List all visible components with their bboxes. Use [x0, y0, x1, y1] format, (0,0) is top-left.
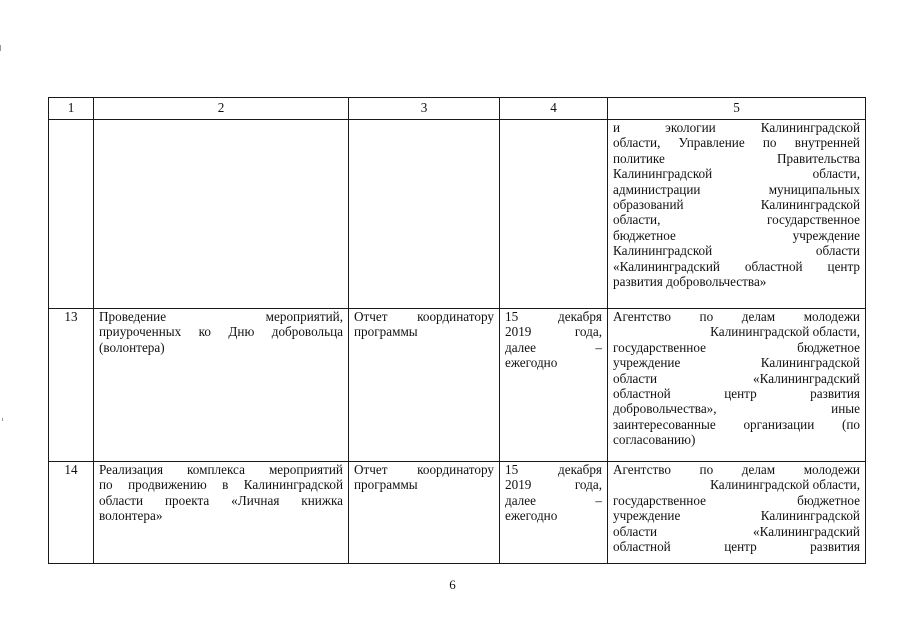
cell-result [349, 309, 500, 462]
text-line: 15 декабря [505, 309, 602, 324]
cell-executor [608, 462, 866, 564]
cell-deadline [500, 309, 608, 462]
text-line: добровольчества», иные [613, 401, 860, 417]
cell-deadline [500, 462, 608, 564]
header-col-4: 4 [500, 98, 608, 120]
text-line: Агентство по делам молодежи [613, 462, 860, 477]
text-line: учреждение Калининградской [613, 508, 860, 524]
text-line: Отчет координатору [354, 309, 494, 324]
text-line: государственное бюджетное [613, 492, 860, 508]
text-line: Проведение мероприятий, [99, 309, 343, 324]
cell-event [94, 462, 349, 564]
header-col-3: 3 [349, 98, 500, 120]
text-line: Агентство по делам молодежи [613, 309, 860, 324]
text-line: 2019 года, [505, 324, 602, 340]
table-row-continuation [49, 120, 866, 309]
text-line: области проекта «Личная книжка [99, 492, 343, 508]
text-line: Калининградской области [613, 243, 860, 259]
cell-num: 14 [49, 462, 94, 564]
text-line: Реализация комплекса мероприятий [99, 462, 343, 477]
text-line: администрации муниципальных [613, 181, 860, 197]
cell-deadline [500, 120, 608, 309]
text-line: бюджетное учреждение [613, 227, 860, 243]
text-line: областной центр развития [613, 539, 860, 555]
cell-event [94, 120, 349, 309]
header-col-5: 5 [608, 98, 866, 120]
text-line: и экологии Калининградской [613, 120, 860, 135]
text-line: программы [354, 477, 418, 493]
cell-num [49, 120, 94, 309]
text-line: развития добровольчества» [613, 274, 767, 290]
text-line: политике Правительства [613, 150, 860, 166]
cell-result [349, 120, 500, 309]
page-number: 6 [449, 577, 456, 592]
text-line: областной центр развития [613, 386, 860, 402]
text-line: учреждение Калининградской [613, 355, 860, 371]
text-line: Отчет координатору [354, 462, 494, 477]
header-col-1: 1 [49, 98, 94, 120]
text-line: государственное бюджетное [613, 339, 860, 355]
text-line: заинтересованные организации (по [613, 416, 860, 432]
text-line: далее – [505, 339, 602, 355]
scan-artifact [2, 418, 3, 421]
text-line: Калининградской области, [710, 324, 860, 340]
text-line: области «Калининградский [613, 523, 860, 539]
text-line: приуроченных ко Дню добровольца [99, 324, 343, 340]
scan-artifact [0, 45, 1, 51]
cell-event [94, 309, 349, 462]
text-line: «Калининградский областной центр [613, 258, 860, 274]
text-line: волонтера» [99, 508, 163, 524]
text-line: области «Калининградский [613, 370, 860, 386]
text-line: образований Калининградской [613, 197, 860, 213]
text-line: далее – [505, 492, 602, 508]
cell-result [349, 462, 500, 564]
text-line: Калининградской области, [710, 477, 860, 493]
cell-executor [608, 309, 866, 462]
text-line: ежегодно [505, 355, 558, 371]
text-line: согласованию) [613, 432, 696, 448]
text-line: по продвижению в Калининградской [99, 477, 343, 493]
text-line: Калининградской области, [613, 166, 860, 182]
cell-executor [608, 120, 866, 309]
text-line: 2019 года, [505, 477, 602, 493]
text-line: (волонтера) [99, 339, 165, 355]
text-line: ежегодно [505, 508, 558, 524]
document-table [48, 97, 866, 564]
text-line: области, Управление по внутренней [613, 135, 860, 151]
text-line: области, государственное [613, 212, 860, 228]
text-line: 15 декабря [505, 462, 602, 477]
table-row-14 [49, 462, 866, 564]
text-line: программы [354, 324, 418, 340]
table-row-13 [49, 309, 866, 462]
cell-num: 13 [49, 309, 94, 462]
header-col-2: 2 [94, 98, 349, 120]
table-header-row [49, 98, 866, 120]
